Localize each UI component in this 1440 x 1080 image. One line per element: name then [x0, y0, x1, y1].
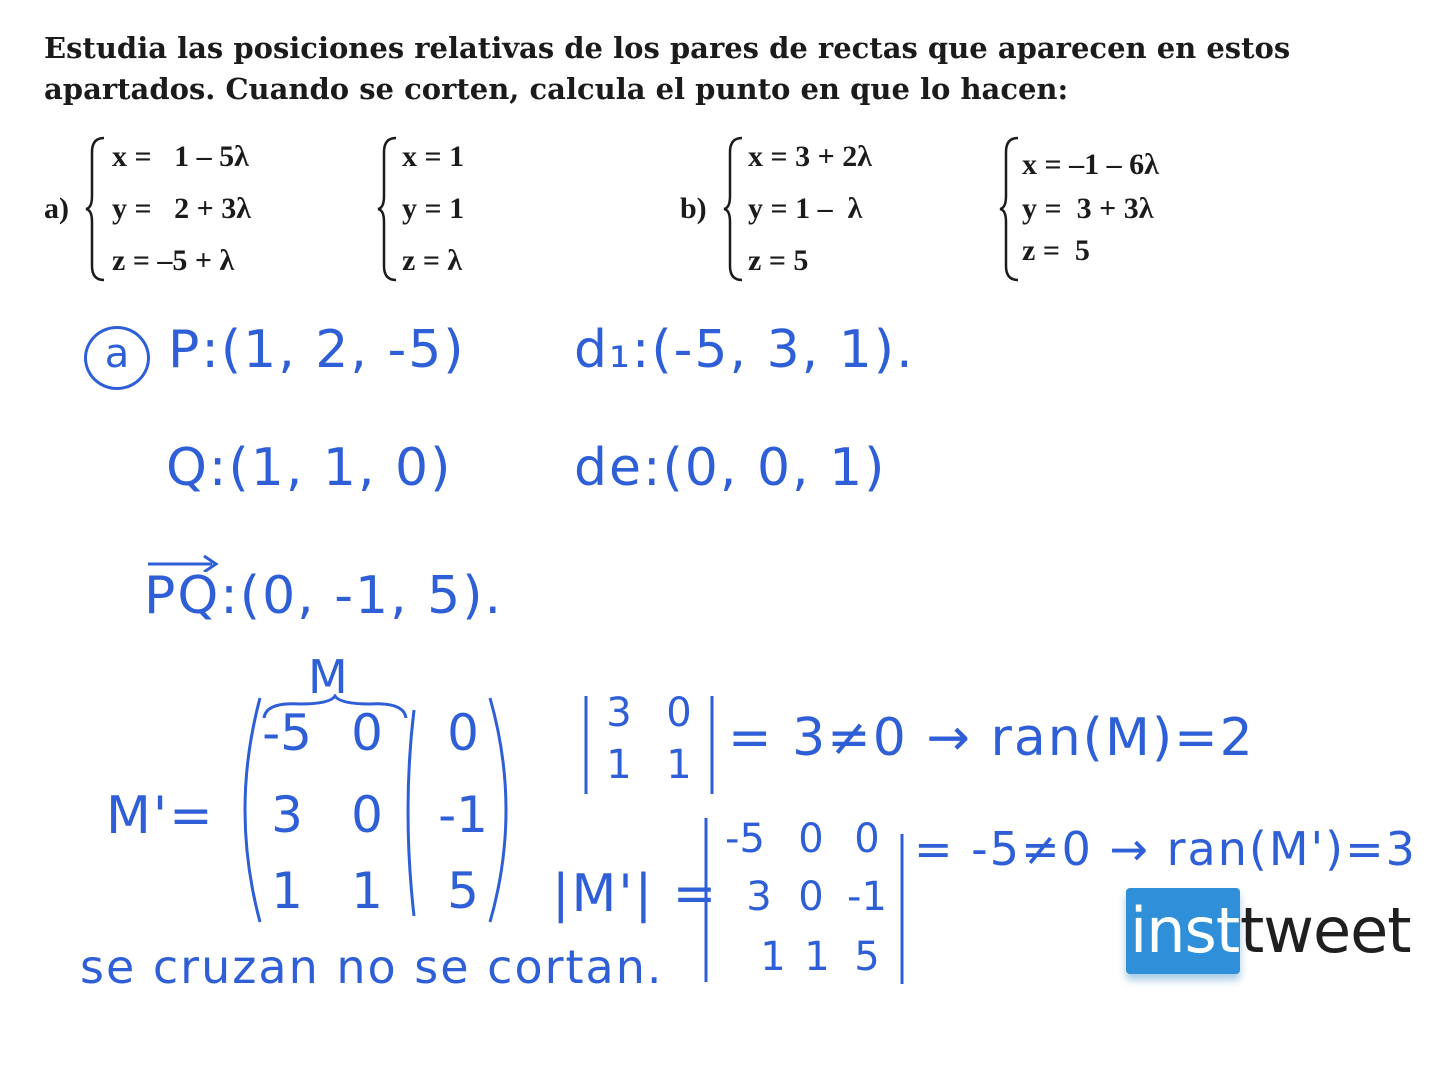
- det-cell: 0: [854, 816, 880, 862]
- brace-icon: [722, 134, 748, 284]
- eq-line: x = 1 – 5λ: [112, 140, 249, 173]
- det-cell: -1: [847, 874, 887, 920]
- eq-line: y = 3 + 3λ: [1022, 192, 1154, 225]
- vector-d1: d₁:(-5, 3, 1).: [574, 320, 915, 380]
- problem-statement: Estudia las posiciones relativas de los pares de rectas que aparecen en estos apartados. Cuando se corten, calcula el punto en que lo hacen:: [44, 31, 1291, 106]
- det-cell: 1: [606, 742, 632, 788]
- matrix-cell: -5: [262, 704, 312, 762]
- label-a: a): [44, 192, 69, 225]
- det-cell: 1: [760, 934, 786, 980]
- matrix-cell: 0: [351, 704, 383, 762]
- m-prime-label: M'=: [106, 786, 215, 846]
- matrix-m-prime: [226, 690, 526, 930]
- vector-pq: PQ:(0, -1, 5).: [144, 566, 504, 626]
- eq-line: x = 3 + 2λ: [748, 140, 872, 173]
- vector-d2: de:(0, 0, 1): [574, 438, 887, 498]
- eq-line: z = λ: [402, 244, 463, 277]
- label-b: b): [680, 192, 707, 225]
- det-2x2: [578, 690, 728, 800]
- det-cell: 0: [666, 690, 692, 736]
- eq-line: x = 1: [402, 140, 465, 173]
- det-cell: 3: [746, 874, 772, 920]
- circled-a-letter: a: [104, 331, 130, 377]
- matrix-cell: 5: [447, 862, 479, 920]
- logo-part-tweet: tweet: [1240, 894, 1411, 967]
- det-cell: -5: [725, 816, 765, 862]
- eq-line: x = –1 – 6λ: [1022, 148, 1159, 181]
- point-p: P:(1, 2, -5): [168, 320, 466, 380]
- brace-icon: [998, 134, 1024, 284]
- matrix-cell: -1: [438, 786, 488, 844]
- matrix-cell: 0: [351, 786, 383, 844]
- brace-icon: [84, 134, 110, 284]
- det-cell: 3: [606, 690, 632, 736]
- brace-icon: [376, 134, 402, 284]
- eq-line: y = 1 – λ: [748, 192, 863, 225]
- conclusion: se cruzan no se cortan.: [80, 940, 664, 994]
- det3-result: = -5≠0 → ran(M')=3: [914, 822, 1417, 876]
- eq-line: z = –5 + λ: [112, 244, 235, 277]
- eq-line: z = 5: [748, 244, 809, 277]
- det3-label: |M'| =: [552, 864, 719, 924]
- logo-part-insti: insti: [1130, 894, 1256, 967]
- eq-line: y = 1: [402, 192, 465, 225]
- det-cell: 0: [798, 874, 824, 920]
- det-cell: 1: [804, 934, 830, 980]
- det-cell: 0: [798, 816, 824, 862]
- point-q: Q:(1, 1, 0): [166, 438, 453, 498]
- matrix-cell: 1: [271, 862, 303, 920]
- matrix-cell: 0: [447, 704, 479, 762]
- eq-line: z = 5: [1022, 234, 1090, 267]
- eq-line: y = 2 + 3λ: [112, 192, 251, 225]
- matrix-cell: 1: [351, 862, 383, 920]
- det2-result: = 3≠0 → ran(M)=2: [728, 708, 1255, 768]
- matrix-cell: 3: [271, 786, 303, 844]
- det-cell: 5: [854, 934, 880, 980]
- det-3x3: [698, 812, 914, 990]
- det-cell: 1: [666, 742, 692, 788]
- m-brace-label: M: [308, 650, 350, 704]
- circled-a: [84, 326, 150, 390]
